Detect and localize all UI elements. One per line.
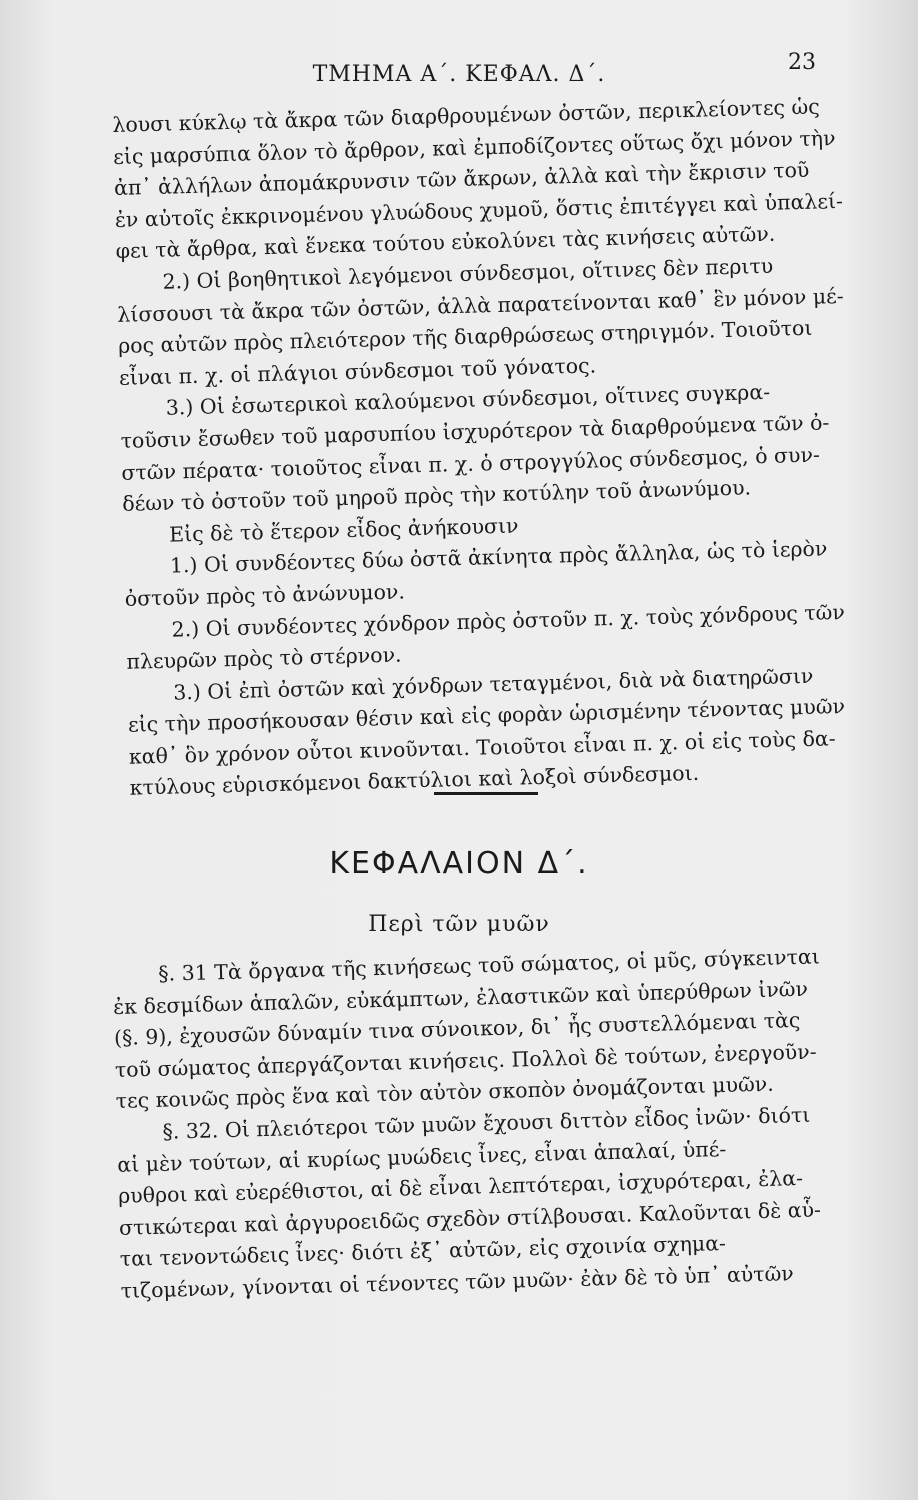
text-line: στικώτεραι καὶ ἀργυροειδῶς σχεδὸν στίλβουσαι. Καλοῦνται δὲ αὗ- [118, 1197, 822, 1240]
text-line: στῶν πέρατα· τοιοῦτος εἶναι π. χ. ὁ στρογγύλος σύνδεσμος, ὁ συν- [121, 442, 821, 485]
text-line: εἰς τὴν προσήκουσαν θέσιν καὶ εἰς φορὰν ὡρισμένην τένοντας μυῶν [127, 694, 846, 738]
text-line: κτύλους εὑρισκόμενοι δακτύλιοι καὶ λοξοὶ σύνδεσμοι. [129, 761, 700, 801]
text-line: ται τενοντώδεις ἶνες· διότι ἐξ᾽ αὐτῶν, εἰς σχοινία σχημα- [119, 1231, 727, 1272]
text-line: εἶναι π. χ. οἱ πλάγιοι σύνδεσμοι τοῦ γόνατος. [118, 353, 597, 390]
text-line: 2.) Οἱ βοηθητικοὶ λεγόμενοι σύνδεσμοι, οἵτινες δὲν περιτυ [162, 253, 774, 294]
text-line: ἐκ δεσμίδων ἁπαλῶν, εὐκάμπτων, ἐλαστικῶν καὶ ὑπερύθρων ἰνῶν [112, 976, 809, 1019]
text-line: αἱ μὲν τούτων, αἱ κυρίως μυώδεις ἶνες, εἶναι ἁπαλαί, ὑπέ- [117, 1136, 727, 1177]
body-text-top [112, 91, 860, 805]
text-line: Εἰς δὲ τὸ ἕτερον εἶδος ἀνήκουσιν [168, 513, 519, 547]
text-line: ρος αὐτῶν πρὸς πλειότερον τῆς διαρθρώσεως στηριγμόν. Τοιοῦτοι [117, 315, 813, 359]
text-line: τοῦ σώματος ἀπεργάζονται κινήσεις. Πολλοὶ δὲ τούτων, ἐνεργοῦν- [114, 1039, 817, 1082]
text-line: λουσι κύκλῳ τὰ ἄκρα τῶν διαρθρουμένων ὀστῶν, περικλείοντες ὡς [112, 94, 820, 137]
text-line: καθ᾽ ὃν χρόνον οὗτοι κινοῦνται. Τοιοῦτοι εἶναι π. χ. οἱ εἰς τοὺς δα- [128, 726, 836, 769]
text-line: εἰς μαρσύπια ὅλον τὸ ἄρθρον, καὶ ἐμποδίζοντες οὕτως ὄχι μόνον τὴν [112, 125, 836, 169]
text-line: λίσσουσι τὰ ἄκρα τῶν ὀστῶν, ἀλλὰ παρατείνονται καθ᾽ ἓν μόνον μέ- [117, 283, 844, 327]
text-line: §. 31 Τὰ ὄργανα τῆς κινήσεως τοῦ σώματος, οἱ μῦς, σύγκεινται [158, 944, 821, 986]
text-line: ρυθροι καὶ εὐερέθιστοι, αἱ δὲ εἶναι λεπτότεραι, ἰσχυρότεραι, ἐλα- [117, 1166, 804, 1209]
text-line: ὀστοῦν πρὸς τὸ ἀνώνυμον. [124, 579, 406, 611]
body-text-bottom [112, 941, 851, 1308]
text-line: (§. 9), ἐχουσῶν δύναμίν τινα σύνοικον, δι᾽ ἧς συστελλόμεναι τὰς [113, 1008, 801, 1051]
text-line: τοῦσιν ἔσωθεν τοῦ μαρσυπίου ἰσχυρότερον τὰ διαρθρούμενα τῶν ὀ- [120, 410, 830, 453]
text-line: ἐν αὐτοῖς ἐκκρινομένου γλυώδους χυμοῦ, ὅστις ἐπιτέγγει καὶ ὑπαλεί- [114, 188, 844, 232]
text-line: §. 32. Οἱ πλειότεροι τῶν μυῶν ἔχουσι διττὸν εἶδος ἰνῶν· διότι [162, 1102, 811, 1144]
section-title: Περὶ τῶν μυῶν [368, 912, 550, 937]
chapter-title: ΚΕΦΑΛΑΙΟΝ Δ΄. [329, 846, 589, 881]
text-line: δέων τὸ ὀστοῦν τοῦ μηροῦ πρὸς τὴν κοτύλην τοῦ ἀνωνύμου. [122, 475, 752, 516]
page-number: 23 [788, 50, 816, 75]
text-line: 3.) Οἱ ἐσωτερικοὶ καλούμενοι σύνδεσμοι, οἵτινες συγκρα- [165, 380, 771, 421]
text-line: φει τὰ ἄρθρα, καὶ ἕνεκα τούτου εὐκολύνει τὰς κινήσεις αὐτῶν. [115, 222, 776, 264]
text-line: 3.) Οἱ ἐπὶ ὀστῶν καὶ χόνδρων τεταγμένοι, διὰ νὰ διατηρῶσιν [172, 663, 814, 705]
section-divider [434, 792, 538, 795]
text-line: τιζομένων, γίνονται οἱ τένοντες τῶν μυῶν· ἐὰν δὲ τὸ ὑπ᾽ αὐτῶν [120, 1261, 795, 1303]
text-line: πλευρῶν πρὸς τὸ στέρνον. [126, 642, 402, 674]
text-line: 1.) Οἱ συνδέοντες δύω ὀστᾶ ἀκίνητα πρὸς ἄλληλα, ὡς τὸ ἱερὸν [169, 536, 828, 578]
text-line: 2.) Οἱ συνδέοντες χόνδρον πρὸς ὀστοῦν π. χ. τοὺς χόνδρους τῶν [171, 599, 846, 642]
text-line: ἀπ᾽ ἀλλήλων ἀπομάκρυνσιν τῶν ἄκρων, ἀλλὰ καὶ τὴν ἔκρισιν τοῦ [113, 157, 810, 201]
running-header: ΤΜΗΜΑ Α΄. ΚΕΦΑΛ. Δ΄. [312, 62, 606, 87]
text-line: τες κοινῶς πρὸς ἕνα καὶ τὸν αὐτὸν σκοπὸν ὀνομάζονται μυῶν. [115, 1072, 775, 1114]
